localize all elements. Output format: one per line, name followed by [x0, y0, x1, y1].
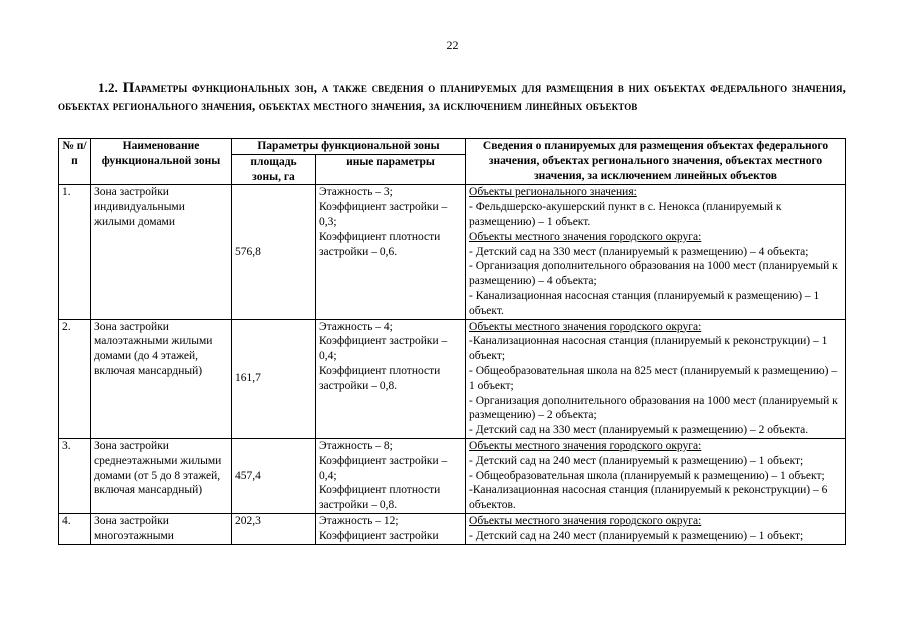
row-number: 4. — [59, 513, 91, 544]
table-row — [59, 185, 846, 319]
zone-area: 457,4 — [232, 438, 316, 513]
section-title: араметры функциональных зон, а также сведения о планируемых для размещения в них объектах федерального значения, объектах регионального значения, объектах местного значения, за исключением линейных объектов — [58, 80, 846, 113]
planned-object-item: - Общеобразовательная школа на 825 мест (планируемый к размещению) – 1 объект; — [469, 364, 838, 392]
objects-category-heading: Объекты местного значения городского округа: — [469, 514, 702, 527]
page-number: 22 — [446, 38, 459, 52]
planned-object-item: - Детский сад на 240 мест (планируемый к размещению) – 1 объект; — [469, 529, 804, 542]
header-params-group: Параметры функциональной зоны — [232, 139, 466, 155]
zone-name: Зона застройки среднеэтажными жилыми домами (от 5 до 8 этажей, включая мансардный) — [91, 438, 232, 513]
table-row — [59, 319, 846, 438]
planned-object-item: - Детский сад на 330 мест (планируемый к размещению) – 2 объекта. — [469, 424, 809, 437]
zone-parameters — [316, 319, 466, 438]
planned-object-item: - Организация дополнительного образования на 1000 мест (планируемый к размещению) – 4 объекта; — [469, 260, 838, 288]
planned-objects — [466, 513, 846, 544]
row-number: 1. — [59, 185, 91, 319]
planned-object-item: - Детский сад на 240 мест (планируемый к размещению) – 1 объект; — [469, 454, 804, 467]
parameter-line: Этажность – 3; — [319, 186, 393, 199]
objects-category-heading: Объекты местного значения городского округа: — [469, 320, 702, 333]
section-first-letter: П — [122, 80, 135, 96]
header-num: № п/п — [59, 139, 91, 185]
header-zone-name: Наименование функциональной зоны — [91, 139, 232, 185]
zone-parameters — [316, 513, 466, 544]
parameter-line: Коэффициент застройки – 0,4; — [319, 335, 448, 363]
planned-objects — [466, 319, 846, 438]
header-area: площадь зоны, га — [232, 154, 316, 185]
planned-objects — [466, 438, 846, 513]
section-number: 1.2. — [98, 80, 118, 95]
planned-objects — [466, 185, 846, 319]
planned-object-item: -Канализационная насосная станция (планируемый к реконструкции) – 1 объект; — [469, 335, 828, 363]
zone-parameters — [316, 438, 466, 513]
objects-category-heading: Объекты местного значения городского округа: — [469, 230, 702, 243]
parameter-line: Коэффициент плотности застройки – 0,8. — [319, 484, 441, 512]
zone-area: 202,3 — [232, 513, 316, 544]
objects-category-heading: Объекты местного значения городского округа: — [469, 439, 702, 452]
table-row — [59, 513, 846, 544]
row-number: 2. — [59, 319, 91, 438]
planned-object-item: - Фельдшерско-акушерский пункт в с. Ненокса (планируемый к размещению) – 1 объект. — [469, 201, 782, 228]
zone-name: Зона застройки малоэтажными жилыми домами (до 4 этажей, включая мансардный) — [91, 319, 232, 438]
table-body — [59, 185, 846, 544]
planned-object-item: - Организация дополнительного образования на 1000 мест (планируемый к размещению) – 2 объекта; — [469, 394, 838, 422]
objects-category-heading: Объекты регионального значения: — [469, 186, 637, 199]
row-number: 3. — [59, 438, 91, 513]
zone-name: Зона застройки многоэтажными — [91, 513, 232, 544]
planned-object-item: -Канализационная насосная станция (планируемый к реконструкции) – 6 объектов. — [469, 484, 828, 512]
parameter-line: Коэффициент застройки – 0,4; — [319, 454, 448, 482]
planned-object-item: - Канализационная насосная станция (планируемый к размещению) – 1 объект. — [469, 289, 820, 317]
parameter-line: Коэффициент застройки — [319, 529, 439, 542]
zone-area: 576,8 — [232, 185, 316, 319]
header-other-params: иные параметры — [316, 154, 466, 185]
parameter-line: Коэффициент плотности застройки – 0,6. — [319, 230, 441, 258]
section-heading — [58, 79, 846, 114]
planned-object-item: - Общеобразовательная школа (планируемый к размещению) – 1 объект; — [469, 469, 825, 482]
header-planned-objects: Сведения о планируемых для размещения объектах федерального значения, объектах регионального значения, объектах местного значения, за исключением линейных объектов — [466, 139, 846, 185]
zone-parameters — [316, 185, 466, 319]
zone-name: Зона застройки индивидуальными жилыми домами — [91, 185, 232, 319]
zone-area: 161,7 — [232, 319, 316, 438]
table-row — [59, 438, 846, 513]
parameter-line: Коэффициент застройки – 0,3; — [319, 201, 448, 228]
table-header-row — [59, 139, 846, 155]
parameter-line: Коэффициент плотности застройки – 0,8. — [319, 364, 441, 392]
functional-zones-table — [58, 138, 846, 545]
parameter-line: Этажность – 4; — [319, 320, 393, 333]
planned-object-item: - Детский сад на 330 мест (планируемый к размещению) – 4 объекта; — [469, 245, 809, 258]
parameter-line: Этажность – 8; — [319, 439, 393, 452]
parameter-line: Этажность – 12; — [319, 514, 399, 527]
